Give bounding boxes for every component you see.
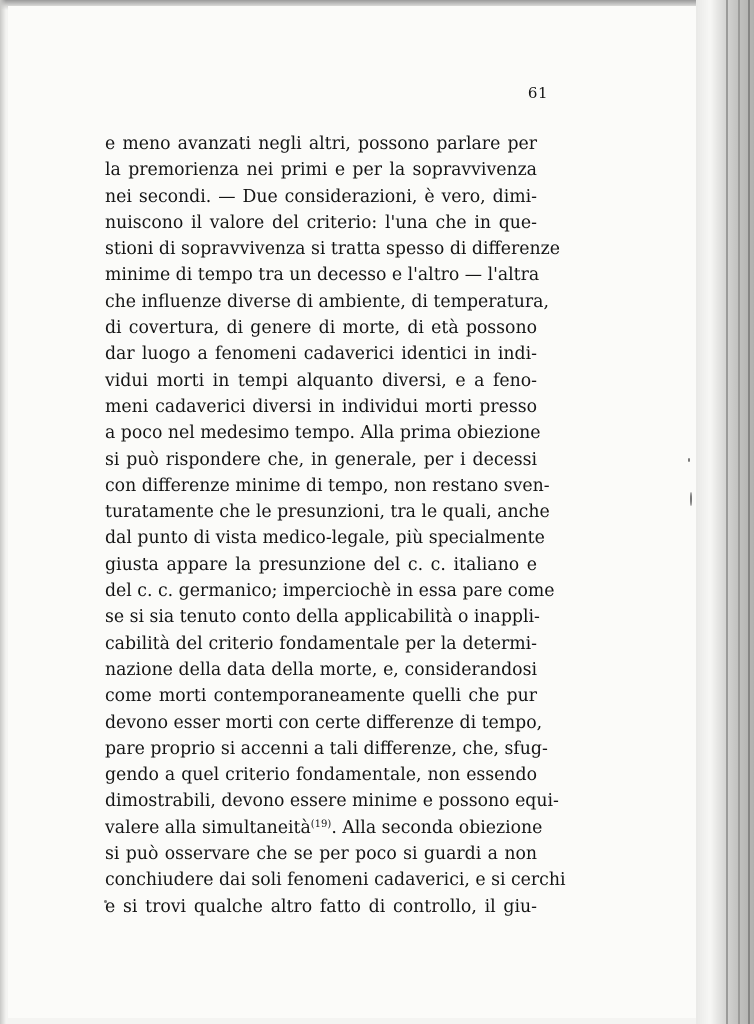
text-line: dal punto di vista medico-legale, più specialmente: [105, 528, 545, 549]
text-line: se si sia tenuto conto della applicabilità o inappli-: [105, 607, 540, 628]
text-line: cabilità del criterio fondamentale per la determi-: [105, 633, 537, 654]
text-line: dimostrabili, devono essere minime e possono equi-: [105, 791, 559, 812]
text-line: la premorienza nei primi e per la sopravvivenza: [105, 160, 537, 181]
book-binding-edge: [696, 0, 754, 1024]
text-line: di covertura, di genere di morte, di età possono: [105, 318, 537, 339]
text-line: conchiudere dai soli fenomeni cadaverici, e si cerchi: [105, 870, 566, 891]
text-line: del c. c. germanico; imperciochè in essa pare come: [105, 581, 555, 602]
text-line: dar luogo a fenomeni cadaverici identici in indi-: [105, 344, 537, 365]
text-line: stioni di sopravvivenza si tratta spesso di differenze: [105, 239, 560, 260]
paper-speck: [688, 458, 690, 462]
text-line: che influenze diverse di ambiente, di temperatura,: [105, 291, 549, 312]
text-line: si può osservare che se per poco si guardi a non: [105, 844, 537, 865]
text-fragment: . Alla seconda obiezione: [331, 817, 543, 838]
text-line: con differenze minime di tempo, non restano sven-: [105, 475, 550, 496]
page-number: 61: [527, 84, 548, 102]
page-edge-line: [748, 0, 750, 1024]
paper-speck: [690, 492, 692, 506]
text-fragment: valere alla simultaneità: [105, 817, 311, 838]
footnote-reference[interactable]: (19): [310, 818, 332, 830]
text-line: e meno avanzati negli altri, possono parlare per: [105, 134, 537, 154]
page-edge-line: [738, 0, 740, 1024]
text-line: si può rispondere che, in generale, per i decessi: [105, 449, 537, 470]
text-line: e si trovi qualche altro fatto di controllo, il giu-: [105, 896, 537, 917]
text-line: pare proprio si accenni a tali differenze, che, sfug-: [105, 738, 548, 759]
text-line: vidui morti in tempi alquanto diversi, e a feno-: [105, 370, 537, 391]
page-edge-line: [726, 0, 728, 1024]
text-line: nei secondi. — Due considerazioni, è vero, dimi-: [105, 186, 537, 207]
scan-shadow-left: [0, 0, 6, 1024]
text-line: turatamente che le presunzioni, tra le quali, anche: [105, 502, 550, 523]
body-text: [105, 131, 566, 920]
text-line: a poco nel medesimo tempo. Alla prima obiezione: [105, 423, 541, 444]
text-line: devono esser morti con certe differenze di tempo,: [105, 712, 543, 733]
text-line: nazione della data della morte, e, considerandosi: [105, 659, 537, 680]
text-line: come morti contemporaneamente quelli che pur: [105, 686, 537, 707]
text-line: minime di tempo tra un decesso e l'altro — l'altra: [105, 265, 540, 286]
text-line: meni cadaverici diversi in individui morti presso: [105, 396, 537, 417]
text-line: giusta appare la presunzione del c. c. italiano e: [105, 554, 537, 575]
footnote-text-line: [105, 815, 543, 841]
text-line: nuiscono il valore del criterio: l'una che in que-: [105, 212, 537, 233]
text-line: gendo a quel criterio fondamentale, non essendo: [105, 765, 537, 786]
